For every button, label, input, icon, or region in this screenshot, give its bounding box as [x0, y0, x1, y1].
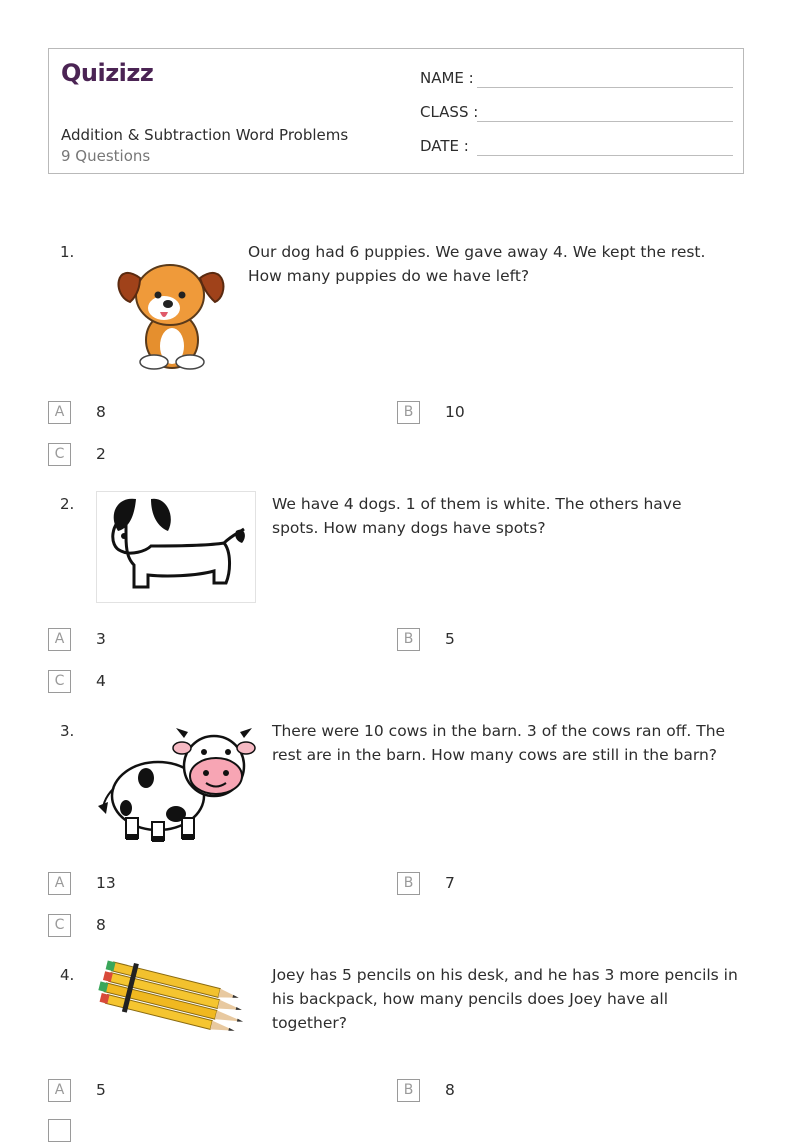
- option-letter: A: [48, 872, 71, 895]
- option-letter: B: [397, 872, 420, 895]
- class-line: [477, 121, 733, 122]
- option-value: 5: [445, 630, 455, 648]
- question-text: There were 10 cows in the barn. 3 of the cows ran off. The rest are in the barn. How many cows are still in the barn?: [272, 722, 726, 764]
- pencils-icon: [96, 960, 254, 1042]
- date-line: [477, 155, 733, 156]
- puppy-icon: [110, 240, 235, 375]
- question-number: 4.: [60, 966, 75, 984]
- name-field[interactable]: [420, 69, 474, 87]
- question-number: 1.: [60, 243, 75, 261]
- question-text: Our dog had 6 puppies. We gave away 4. We kept the rest. How many puppies do we have left?: [248, 243, 706, 285]
- option-value: 4: [96, 672, 106, 690]
- question-number: 2.: [60, 495, 75, 513]
- name-label: NAME :: [420, 69, 474, 87]
- option-value: 10: [445, 403, 465, 421]
- class-label: CLASS :: [420, 103, 479, 121]
- option-letter: C: [48, 914, 71, 937]
- option-letter: A: [48, 1079, 71, 1102]
- name-line: [477, 87, 733, 88]
- option-letter: C: [48, 443, 71, 466]
- option-value: 7: [445, 874, 455, 892]
- worksheet-header: [48, 48, 744, 174]
- option-value: 8: [96, 916, 106, 934]
- option-value: 3: [96, 630, 106, 648]
- option-value: 2: [96, 445, 106, 463]
- quizizz-logo: Quizizz: [61, 59, 154, 87]
- option-value: 13: [96, 874, 116, 892]
- question-count: 9 Questions: [61, 147, 151, 165]
- date-field[interactable]: [420, 137, 469, 155]
- option-letter: B: [397, 628, 420, 651]
- question-text: We have 4 dogs. 1 of them is white. The others have spots. How many dogs have spots?: [272, 495, 682, 537]
- option-letter: A: [48, 401, 71, 424]
- question-text: Joey has 5 pencils on his desk, and he has 3 more pencils in his backpack, how many pencils does Joey have all together?: [272, 966, 738, 1032]
- worksheet-title: Addition & Subtraction Word Problems: [61, 126, 349, 144]
- option-letter-box: [48, 1119, 71, 1142]
- option-letter: B: [397, 1079, 420, 1102]
- option-value: 8: [445, 1081, 455, 1099]
- spotted-dog-drawing-icon: [96, 491, 256, 603]
- option-letter: C: [48, 670, 71, 693]
- class-field[interactable]: [420, 103, 478, 121]
- question-number: 3.: [60, 722, 75, 740]
- option-value: 5: [96, 1081, 106, 1099]
- option-value: 8: [96, 403, 106, 421]
- cow-icon: [96, 718, 256, 850]
- option-letter: B: [397, 401, 420, 424]
- date-label: DATE :: [420, 137, 469, 155]
- option-letter: A: [48, 628, 71, 651]
